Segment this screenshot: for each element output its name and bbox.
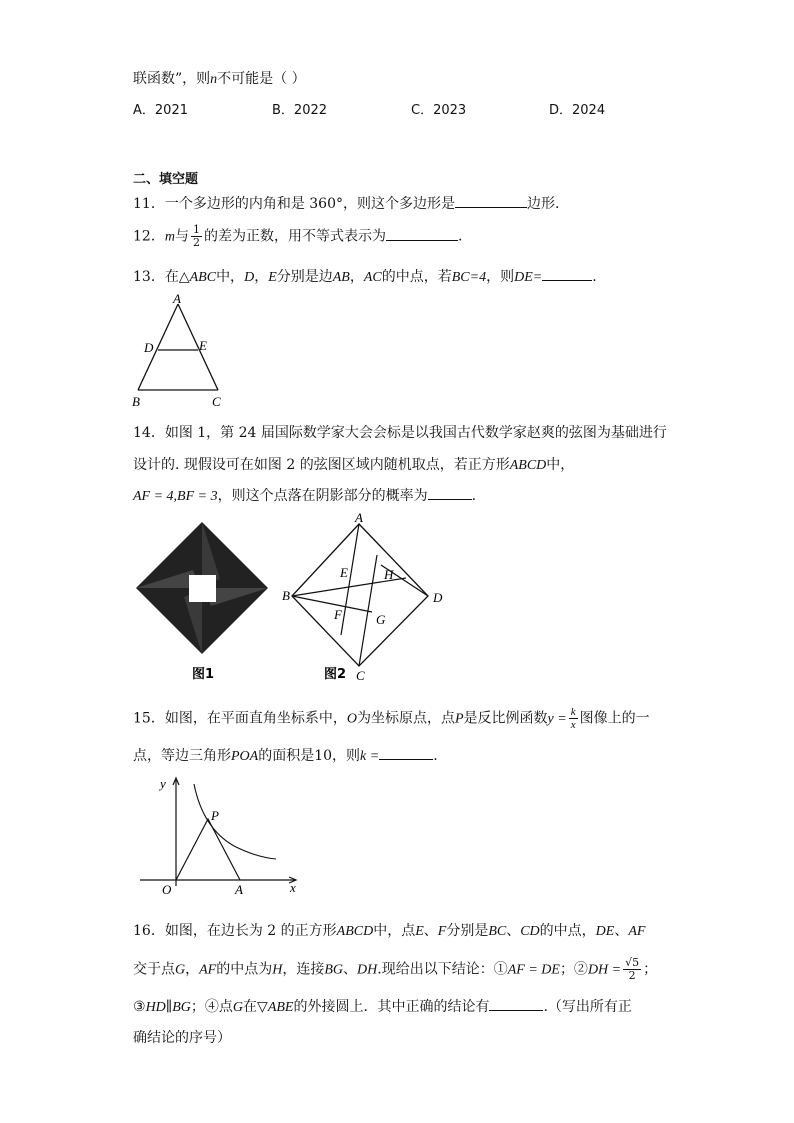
q10-tail2: 不可能是（ ）	[217, 71, 306, 87]
q16-line3a: ③	[133, 999, 146, 1015]
q14-line3	[133, 485, 476, 505]
q14-line2b: 中，	[546, 457, 575, 473]
seg-af: AF	[199, 962, 217, 978]
point-e: E	[415, 924, 424, 939]
period: .	[592, 269, 597, 285]
answer-blank[interactable]	[542, 266, 592, 281]
q16-line2e: .现给出以下结论：①	[377, 961, 508, 978]
given-bc: BC=4	[451, 270, 487, 285]
q14-line2a: 设计的. 现假设可在如图 2 的弦图区域内随机取点，若正方形	[133, 457, 510, 473]
q12	[133, 224, 462, 249]
q16-line2	[133, 957, 657, 982]
q16-line3c: 在	[243, 999, 258, 1015]
label-d: D	[433, 590, 443, 605]
q16-line1	[133, 920, 645, 940]
label-e: E	[340, 565, 348, 580]
q16-line1d: 的中点，	[539, 923, 596, 939]
separator: 、	[614, 923, 629, 939]
answer-blank[interactable]	[489, 996, 543, 1011]
comma: ，	[254, 269, 269, 285]
option-letter: D．	[549, 103, 573, 118]
q12-text3: .	[457, 228, 463, 245]
q16-semi2: ；	[643, 961, 658, 978]
seg-bc: BC	[488, 924, 507, 939]
q15-text2: 为坐标原点，点	[356, 710, 455, 727]
point-d: D	[244, 270, 255, 285]
label-e: E	[199, 338, 207, 353]
label-h: H	[384, 567, 394, 582]
q16-line3	[133, 996, 632, 1016]
answer-blank[interactable]	[386, 226, 458, 241]
label-y: y	[160, 776, 166, 791]
q10-tail: 联函数”，则	[133, 71, 211, 87]
q12-text1: 与	[174, 228, 189, 245]
separator: 、	[423, 923, 438, 939]
q16-line2b: ，	[185, 961, 200, 978]
label-a: A	[235, 882, 243, 897]
var-m: m	[164, 229, 175, 245]
q15-line1	[133, 706, 650, 731]
q14-line3b: ，则这个点落在阴影部分的概率为	[217, 488, 428, 504]
option-value: 2024	[572, 103, 606, 118]
q13-text4: 的中点，若	[381, 269, 452, 285]
frac-den: 2	[192, 236, 200, 249]
q15-text3: 是反比例函数	[463, 710, 548, 727]
q15-line2a: 点，等边三角形	[133, 748, 231, 764]
label-g: G	[376, 612, 386, 627]
option-value: 2021	[154, 103, 188, 118]
answer-blank[interactable]	[428, 485, 472, 500]
period: .	[471, 488, 477, 504]
answer-blank[interactable]	[455, 193, 527, 208]
seg-dh: DH	[357, 962, 378, 978]
q16-line1b: 中，点	[373, 923, 416, 939]
fraction-sqrt5-over-2	[623, 957, 641, 982]
frac-den: x	[570, 719, 576, 731]
given-af-bf: AF = 4,BF = 3	[133, 489, 218, 504]
label-a: A	[173, 292, 181, 306]
answer-blank[interactable]	[379, 745, 433, 760]
q11-text2: 边形.	[527, 196, 560, 212]
fig1-caption: 图1	[192, 667, 215, 682]
center-square	[189, 575, 216, 602]
q16-line1c: 分别是	[446, 923, 489, 939]
var-n: n	[210, 72, 218, 87]
q15-line2b: 的面积是10，则	[258, 748, 361, 764]
q11-text1: 一个多边形的内角和是 360°，则这个多边形是	[164, 196, 455, 212]
point-f: F	[437, 924, 447, 939]
seg-de: DE	[595, 924, 615, 939]
q10-option-b	[272, 99, 327, 118]
square-abcd-outline	[292, 524, 428, 666]
q16-line4: 确结论的序号）	[133, 1030, 231, 1046]
q10-text	[133, 68, 306, 88]
point-g: G	[232, 1000, 244, 1015]
q12-text2: 的差为正数，用不等式表示为	[203, 228, 386, 245]
frac-num: k	[570, 706, 576, 718]
conclusion-3: HD∥BG	[145, 1000, 191, 1015]
question-number: 13．	[133, 269, 165, 285]
fig2-caption: 图2	[324, 667, 347, 682]
q10-option-a	[133, 99, 188, 118]
q15-text1: 如图，在平面直角坐标系中，	[164, 710, 347, 727]
frac-num: 1	[192, 223, 200, 236]
tri-abe: ▽ABE	[257, 1000, 294, 1015]
comma: ，	[349, 269, 364, 285]
seg-cd: CD	[520, 924, 540, 939]
q14-figure2	[282, 512, 452, 684]
q15-text4: 图像上的一	[579, 710, 650, 727]
option-letter: C．	[411, 103, 434, 118]
seg-bg: BG	[324, 962, 344, 978]
q15-line2	[133, 745, 438, 765]
square-abcd: ABCD	[336, 924, 374, 939]
point-h: H	[272, 962, 283, 978]
frac-num: √5	[625, 956, 640, 969]
fraction-k-over-x	[569, 706, 578, 731]
q14-line1	[133, 422, 667, 442]
option-value: 2022	[293, 103, 328, 118]
seg-ac: AC	[363, 270, 382, 285]
label-o: O	[162, 882, 172, 897]
q14-figure1	[134, 518, 274, 683]
fraction-half	[191, 224, 202, 249]
q11	[133, 193, 559, 213]
question-number: 16．	[133, 923, 165, 939]
label-a: A	[355, 512, 363, 525]
equilateral-triangle-poa	[176, 819, 240, 880]
option-value: 2023	[433, 103, 467, 118]
k-equals: k =	[360, 749, 380, 764]
label-p: P	[211, 808, 219, 823]
q13-text3: 分别是边	[276, 269, 333, 285]
q10-option-d	[549, 99, 605, 118]
label-c: C	[212, 394, 221, 409]
conclusion-2: DH =	[587, 962, 622, 978]
label-d: D	[144, 340, 154, 355]
q13-text2: 中，	[216, 269, 245, 285]
option-letter: A．	[133, 103, 155, 118]
point-g: G	[175, 962, 186, 978]
label-x: x	[290, 880, 296, 895]
seg-ab: AB	[332, 270, 350, 285]
q13-triangle-figure	[128, 292, 238, 412]
q16-semi: ；②	[559, 961, 588, 978]
question-number: 14．	[133, 425, 165, 441]
q16-line1a: 如图，在边长为 2 的正方形	[164, 923, 337, 939]
question-number: 15．	[133, 710, 165, 727]
option-letter: B．	[272, 103, 294, 118]
q13-text5: ，则	[486, 269, 515, 285]
point-p: P	[454, 711, 464, 727]
q16-line2a: 交于点	[133, 961, 175, 978]
separator: 、	[343, 961, 358, 978]
point-o: O	[346, 711, 357, 727]
q13	[133, 266, 597, 286]
section-title: 二、填空题	[133, 172, 199, 187]
q14-line1-text: 如图 1，第 24 届国际数学家大会会标是以我国古代数学家赵爽的弦图为基础进行	[164, 425, 667, 441]
question-number: 11．	[133, 196, 165, 212]
square-abcd: ABCD	[509, 458, 547, 473]
q16-line3d: 的外接圆上．其中正确的结论有	[293, 999, 490, 1015]
q16-line3b: ；④点	[190, 999, 233, 1015]
side-ac	[178, 304, 218, 390]
q16-line3e: .（写出所有正	[543, 999, 632, 1015]
label-f: F	[334, 607, 342, 622]
frac-den: 2	[628, 969, 636, 982]
q13-text1: 在△	[164, 269, 190, 285]
tri-poa: POA	[231, 749, 259, 764]
tri-abc: ABC	[189, 270, 217, 285]
label-b: B	[132, 394, 140, 409]
label-b: B	[282, 588, 290, 603]
q16-line2d: ，连接	[282, 961, 325, 978]
q16-line2c: 的中点为	[216, 961, 273, 978]
point-e: E	[268, 270, 277, 285]
q14-line2	[133, 454, 574, 474]
period: .	[433, 748, 438, 764]
label-c: C	[356, 668, 365, 683]
question-number: 12．	[133, 228, 165, 245]
ask-de: DE=	[514, 270, 543, 285]
line-bg	[292, 596, 372, 612]
q10-option-c	[411, 99, 466, 118]
y-equals: y =	[547, 711, 567, 727]
q15-coordinate-figure	[138, 774, 308, 900]
conclusion-1: AF = DE	[507, 962, 560, 978]
separator: 、	[506, 923, 521, 939]
seg-af: AF	[628, 924, 646, 939]
